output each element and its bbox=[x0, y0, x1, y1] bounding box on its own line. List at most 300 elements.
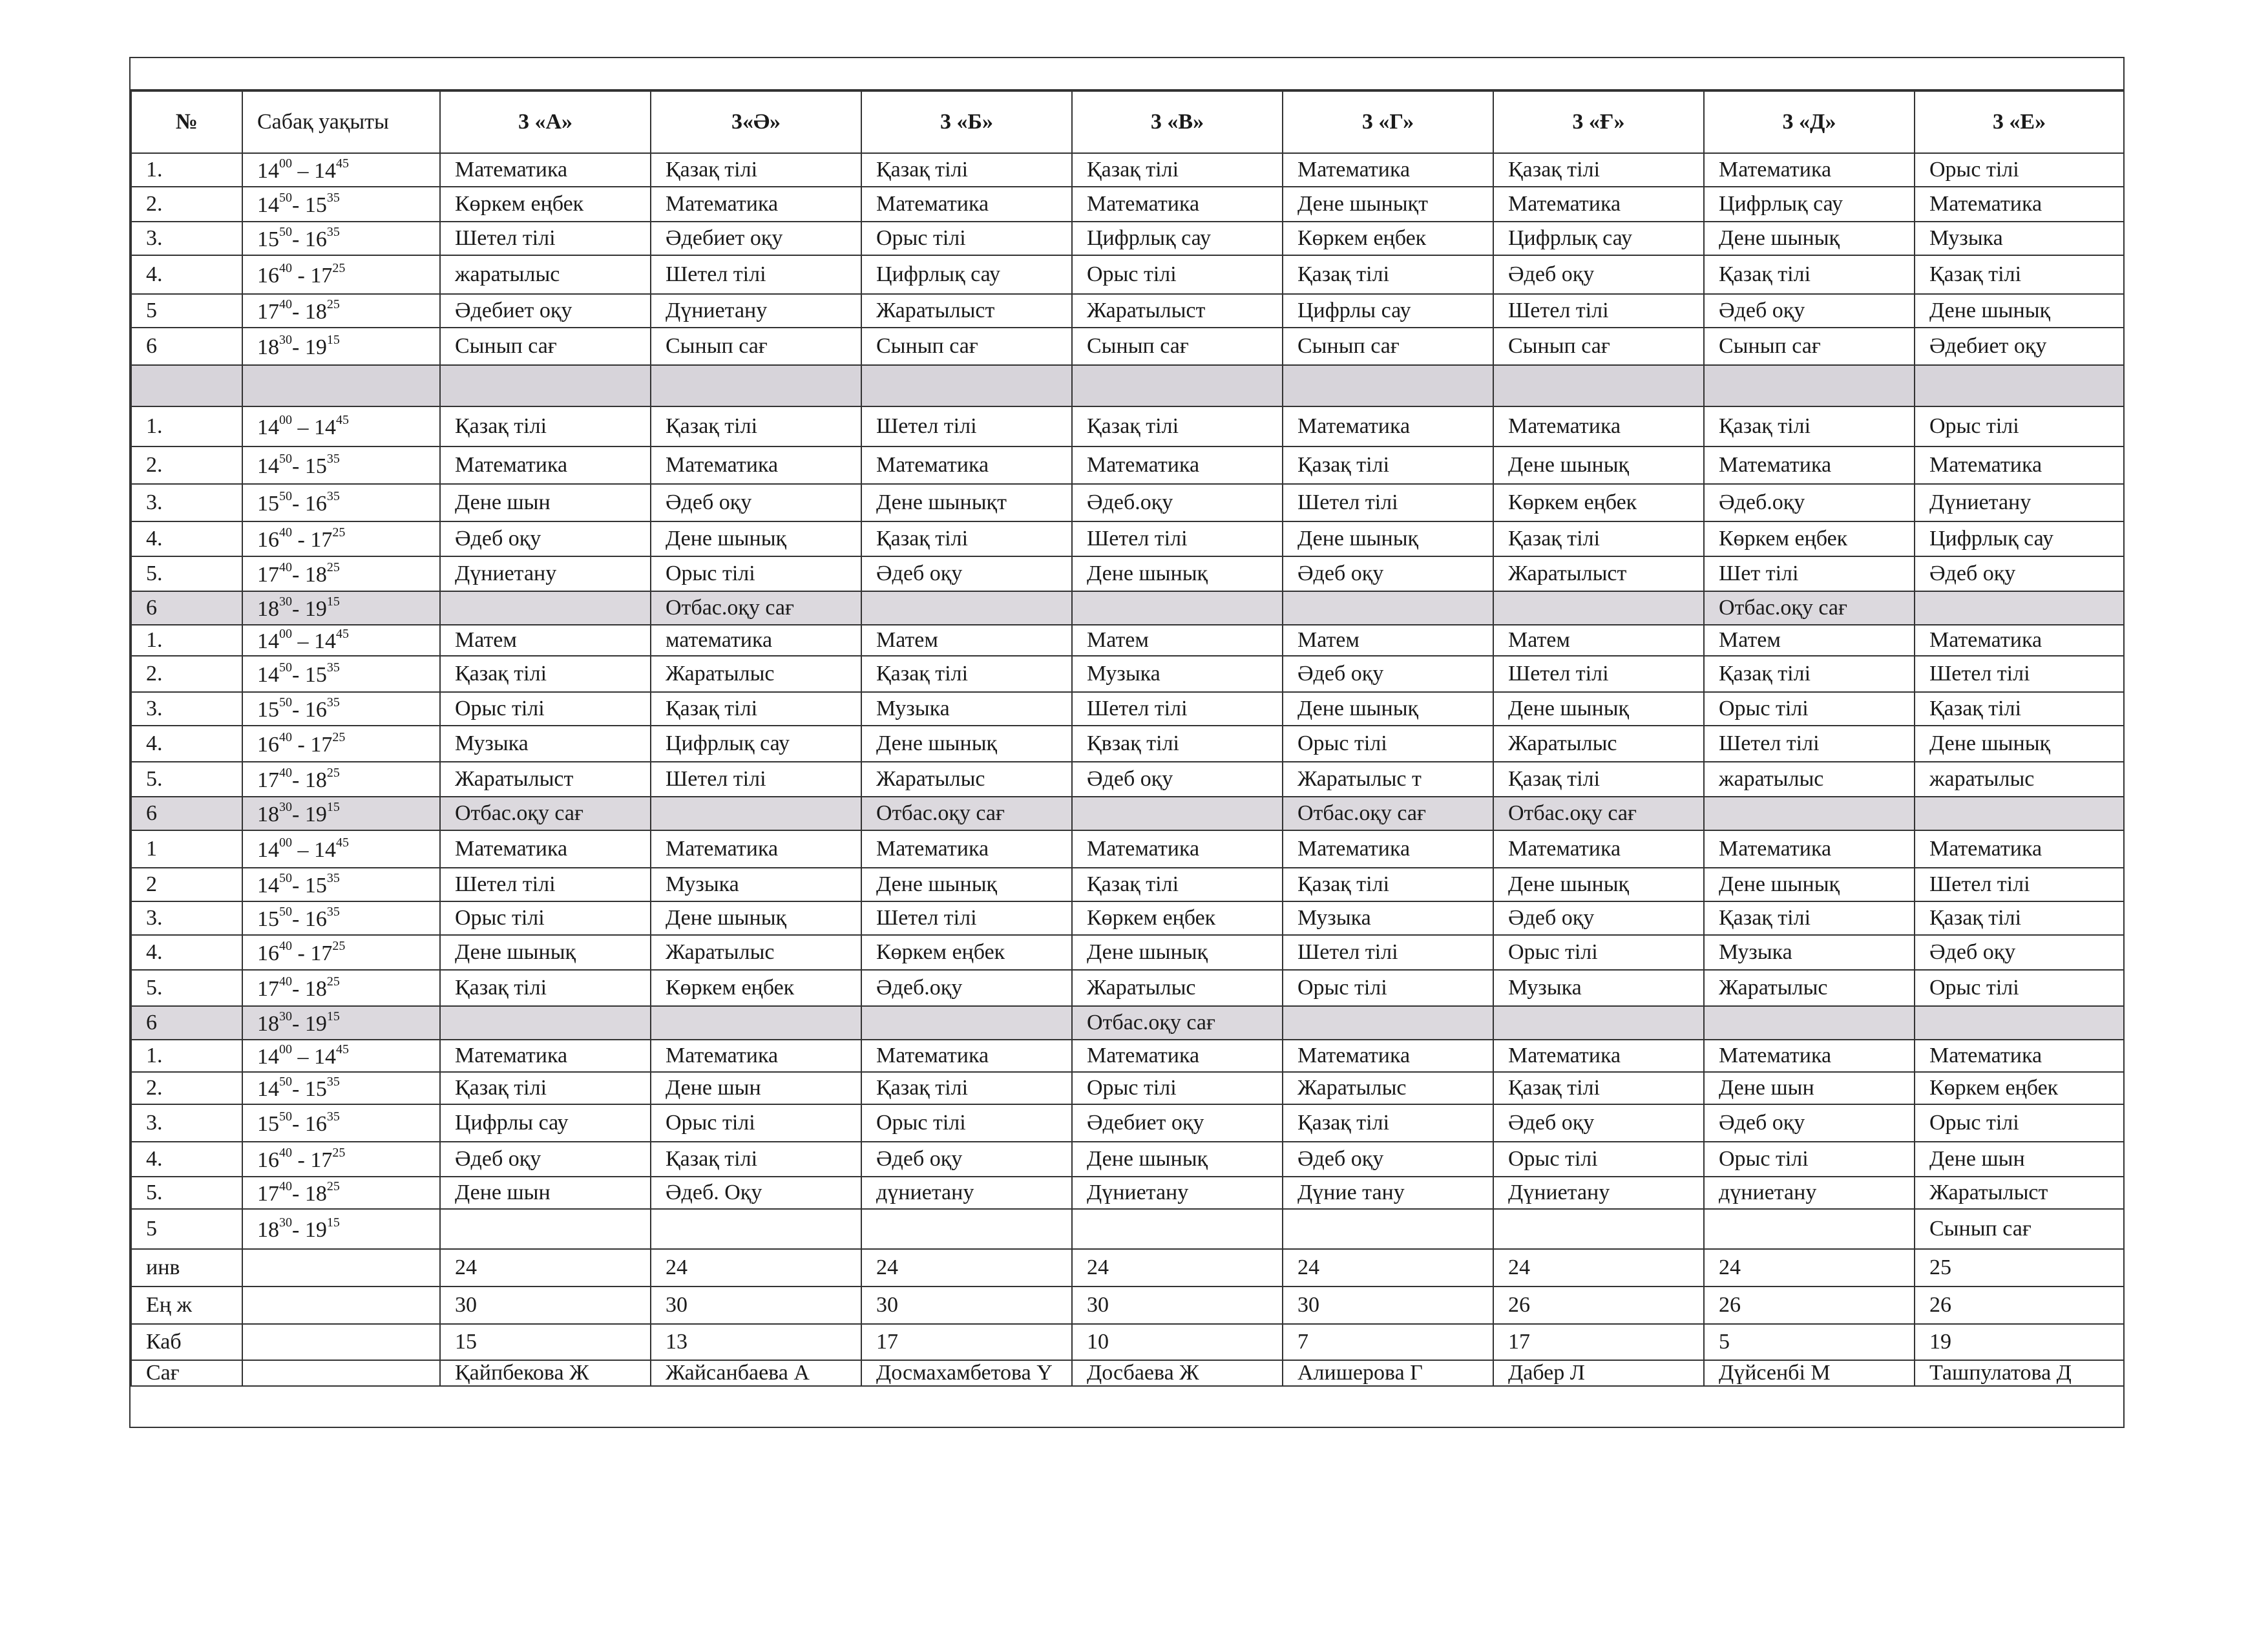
lesson-row bbox=[131, 868, 2124, 901]
lesson-number: 1. bbox=[131, 406, 242, 446]
subject-cell bbox=[1072, 797, 1283, 830]
time-start-hour: 17 bbox=[257, 1182, 279, 1206]
subject-cell: Көркем еңбек bbox=[861, 935, 1072, 970]
time-start-hour: 14 bbox=[257, 663, 279, 687]
lesson-time bbox=[242, 153, 440, 187]
subject-cell: Қазақ тілі bbox=[1493, 521, 1704, 556]
subject-cell: Әдеб оқу bbox=[1283, 656, 1493, 692]
lesson-time bbox=[242, 692, 440, 726]
lesson-time bbox=[242, 625, 440, 656]
lesson-row bbox=[131, 406, 2124, 446]
time-end-hour: 17 bbox=[310, 528, 333, 552]
lesson-number: 5. bbox=[131, 556, 242, 591]
time-start-hour: 18 bbox=[257, 1218, 279, 1242]
lesson-time bbox=[242, 1072, 440, 1104]
lesson-number: 1. bbox=[131, 1040, 242, 1072]
subject-cell: Қазақ тілі bbox=[1704, 656, 1915, 692]
subject-cell: Математика bbox=[1915, 830, 2124, 868]
lesson-row bbox=[131, 222, 2124, 255]
time-separator: - bbox=[292, 1077, 305, 1101]
time-start-minute: 50 bbox=[279, 660, 292, 675]
subject-cell: Қазақ тілі bbox=[1915, 901, 2124, 935]
subject-cell: Дене шынық bbox=[1704, 868, 1915, 901]
subject-cell: Әдеб оқу bbox=[1704, 294, 1915, 328]
subject-cell: Математика bbox=[1915, 1040, 2124, 1072]
time-start-minute: 00 bbox=[279, 1042, 292, 1056]
subject-cell bbox=[1072, 1209, 1283, 1249]
time-end-hour: 16 bbox=[304, 227, 327, 251]
subject-cell: Дене шынық bbox=[651, 901, 861, 935]
subject-cell bbox=[1915, 797, 2124, 830]
subject-cell: Әдебиет оқу bbox=[651, 222, 861, 255]
lesson-time bbox=[242, 970, 440, 1006]
time-separator: - bbox=[292, 907, 305, 931]
time-separator: – bbox=[292, 415, 314, 439]
lesson-row bbox=[131, 1040, 2124, 1072]
teacher-name: Досбаева Ж bbox=[1072, 1360, 1283, 1386]
summary-blank bbox=[242, 1324, 440, 1360]
header-num: № bbox=[131, 91, 242, 153]
lesson-row bbox=[131, 726, 2124, 762]
header-class: 3 «Г» bbox=[1283, 91, 1493, 153]
subject-cell: Музыка bbox=[1493, 970, 1704, 1006]
lesson-number: 2. bbox=[131, 1072, 242, 1104]
subject-cell: Қазақ тілі bbox=[1493, 153, 1704, 187]
subject-cell: Жаратылыс bbox=[651, 935, 861, 970]
time-end-hour: 19 bbox=[304, 1218, 327, 1242]
time-start-minute: 30 bbox=[279, 800, 292, 814]
summary-value: 26 bbox=[1493, 1287, 1704, 1324]
time-end-minute: 15 bbox=[326, 333, 340, 347]
subject-cell: Көркем еңбек bbox=[651, 970, 861, 1006]
subject-cell: Орыс тілі bbox=[1493, 935, 1704, 970]
subject-cell: Математика bbox=[1283, 830, 1493, 868]
subject-cell: Музыка bbox=[1072, 656, 1283, 692]
time-end-hour: 15 bbox=[304, 874, 327, 898]
lesson-time bbox=[242, 726, 440, 762]
subject-cell: Жаратылыст bbox=[1072, 294, 1283, 328]
time-separator: – bbox=[292, 1045, 314, 1069]
time-start-minute: 40 bbox=[279, 1146, 292, 1160]
lesson-number: 6 bbox=[131, 797, 242, 830]
time-start-hour: 18 bbox=[257, 803, 279, 826]
time-start-minute: 40 bbox=[279, 261, 292, 275]
subject-cell: Қазақ тілі bbox=[861, 521, 1072, 556]
subject-cell: Жаратылыс т bbox=[1283, 762, 1493, 797]
subject-cell: Сынып сағ bbox=[1493, 328, 1704, 365]
summary-value: 24 bbox=[1493, 1249, 1704, 1287]
subject-cell: Дене шынық bbox=[1072, 556, 1283, 591]
time-separator: – bbox=[292, 838, 314, 862]
lesson-number: 6 bbox=[131, 1006, 242, 1040]
time-start-minute: 30 bbox=[279, 1215, 292, 1230]
subject-cell: Дүние тану bbox=[1283, 1177, 1493, 1209]
time-separator: - bbox=[292, 300, 305, 324]
subject-cell: Орыс тілі bbox=[440, 901, 651, 935]
time-end-hour: 14 bbox=[314, 838, 336, 862]
lesson-time bbox=[242, 1104, 440, 1142]
time-start-hour: 17 bbox=[257, 977, 279, 1001]
subject-cell: Цифрлық сау bbox=[1072, 222, 1283, 255]
time-end-hour: 19 bbox=[304, 1012, 327, 1036]
subject-cell: Орыс тілі bbox=[1072, 1072, 1283, 1104]
summary-value: 24 bbox=[1072, 1249, 1283, 1287]
lesson-number: 4. bbox=[131, 521, 242, 556]
subject-cell: Цифрлық сау bbox=[1915, 521, 2124, 556]
subject-cell: Әдеб оқу bbox=[440, 1142, 651, 1177]
summary-value: 26 bbox=[1704, 1287, 1915, 1324]
subject-cell: Сынып сағ bbox=[440, 328, 651, 365]
time-end-hour: 15 bbox=[304, 193, 327, 217]
time-start-hour: 16 bbox=[257, 528, 279, 552]
lesson-time bbox=[242, 935, 440, 970]
lesson-time bbox=[242, 797, 440, 830]
time-end-hour: 18 bbox=[304, 977, 327, 1001]
lesson-number: 3. bbox=[131, 222, 242, 255]
time-end-minute: 25 bbox=[326, 560, 340, 574]
time-end-hour: 17 bbox=[310, 264, 333, 288]
time-start-hour: 17 bbox=[257, 563, 279, 587]
lesson-time bbox=[242, 1177, 440, 1209]
separator-cell bbox=[861, 365, 1072, 406]
lesson-time bbox=[242, 591, 440, 625]
time-end-minute: 15 bbox=[326, 1215, 340, 1230]
summary-value: 30 bbox=[440, 1287, 651, 1324]
subject-cell: Математика bbox=[1915, 446, 2124, 484]
time-start-minute: 40 bbox=[279, 766, 292, 780]
lesson-row bbox=[131, 970, 2124, 1006]
subject-cell: Сынып сағ bbox=[1283, 328, 1493, 365]
teacher-name: Дабер Л bbox=[1493, 1360, 1704, 1386]
subject-cell: Сынып сағ bbox=[861, 328, 1072, 365]
lesson-number: 6 bbox=[131, 591, 242, 625]
subject-cell: Сынып сағ bbox=[1915, 1209, 2124, 1249]
subject-cell: Қазақ тілі bbox=[1915, 255, 2124, 294]
lesson-time bbox=[242, 1006, 440, 1040]
time-start-minute: 40 bbox=[279, 939, 292, 953]
separator-cell bbox=[651, 365, 861, 406]
subject-cell: Музыка bbox=[1915, 222, 2124, 255]
teacher-name: Дүйсенбі М bbox=[1704, 1360, 1915, 1386]
subject-cell bbox=[651, 1006, 861, 1040]
time-separator: – bbox=[292, 629, 314, 653]
subject-cell: Шетел тілі bbox=[440, 222, 651, 255]
time-start-minute: 40 bbox=[279, 297, 292, 311]
subject-cell: Әдеб оқу bbox=[861, 556, 1072, 591]
subject-cell: Әдеб оқу bbox=[1072, 762, 1283, 797]
subject-cell: Орыс тілі bbox=[1493, 1142, 1704, 1177]
lesson-number: 5. bbox=[131, 762, 242, 797]
time-start-hour: 14 bbox=[257, 193, 279, 217]
subject-cell bbox=[440, 591, 651, 625]
subject-cell: Математика bbox=[651, 830, 861, 868]
subject-cell: Математика bbox=[861, 1040, 1072, 1072]
header-class: 3 «Д» bbox=[1704, 91, 1915, 153]
subject-cell: Дене шынық bbox=[861, 868, 1072, 901]
time-end-minute: 35 bbox=[326, 225, 340, 239]
subject-cell: Әдеб оқу bbox=[1493, 255, 1704, 294]
subject-cell: Математика bbox=[1072, 1040, 1283, 1072]
lesson-time bbox=[242, 446, 440, 484]
subject-cell: Шетел тілі bbox=[1072, 692, 1283, 726]
lesson-row bbox=[131, 591, 2124, 625]
lesson-number: 4. bbox=[131, 1142, 242, 1177]
time-separator: - bbox=[292, 1218, 305, 1242]
separator-cell bbox=[1915, 365, 2124, 406]
lesson-time bbox=[242, 484, 440, 521]
time-separator: - bbox=[292, 492, 305, 516]
subject-cell bbox=[1704, 1006, 1915, 1040]
lesson-number: 1. bbox=[131, 625, 242, 656]
subject-cell: Дене шынық bbox=[1283, 521, 1493, 556]
subject-cell bbox=[440, 1209, 651, 1249]
subject-cell: Дүниетану bbox=[651, 294, 861, 328]
time-separator: - bbox=[292, 663, 305, 687]
time-start-hour: 16 bbox=[257, 1148, 279, 1172]
subject-cell: Жаратылыс bbox=[651, 656, 861, 692]
subject-cell: Жаратылыст bbox=[440, 762, 651, 797]
time-start-minute: 00 bbox=[279, 156, 292, 171]
subject-cell: Орыс тілі bbox=[1072, 255, 1283, 294]
subject-cell: Шет тілі bbox=[1704, 556, 1915, 591]
header-class: 3 «Ғ» bbox=[1493, 91, 1704, 153]
lesson-number: 3. bbox=[131, 484, 242, 521]
subject-cell: Музыка bbox=[440, 726, 651, 762]
subject-cell: Математика bbox=[1493, 830, 1704, 868]
subject-cell: Қазақ тілі bbox=[1283, 446, 1493, 484]
time-separator: - bbox=[292, 733, 311, 757]
time-end-hour: 17 bbox=[310, 941, 333, 965]
subject-cell: Математика bbox=[861, 446, 1072, 484]
summary-value: 24 bbox=[1283, 1249, 1493, 1287]
time-separator: - bbox=[292, 528, 311, 552]
subject-cell bbox=[861, 591, 1072, 625]
lesson-time bbox=[242, 1040, 440, 1072]
summary-value: 24 bbox=[651, 1249, 861, 1287]
subject-cell: Дене шынық bbox=[1493, 692, 1704, 726]
time-end-hour: 19 bbox=[304, 597, 327, 621]
subject-cell: Дене шын bbox=[440, 484, 651, 521]
lesson-row bbox=[131, 1209, 2124, 1249]
time-end-minute: 35 bbox=[326, 871, 340, 885]
subject-cell bbox=[1283, 1209, 1493, 1249]
lesson-number: 3. bbox=[131, 692, 242, 726]
subject-cell bbox=[1493, 1209, 1704, 1249]
summary-value: 24 bbox=[1704, 1249, 1915, 1287]
summary-blank bbox=[242, 1287, 440, 1324]
summary-value: 30 bbox=[1072, 1287, 1283, 1324]
subject-cell: Цифрлық сау bbox=[1493, 222, 1704, 255]
time-end-minute: 45 bbox=[336, 413, 349, 427]
subject-cell: Математика bbox=[651, 187, 861, 222]
subject-cell: Дене шын bbox=[1915, 1142, 2124, 1177]
subject-cell: Математика bbox=[1493, 1040, 1704, 1072]
subject-cell: Цифрлық сау bbox=[651, 726, 861, 762]
subject-cell: жаратылыс bbox=[1704, 762, 1915, 797]
subject-cell: Математика bbox=[1283, 406, 1493, 446]
subject-cell: Жаратылыс bbox=[861, 762, 1072, 797]
lesson-row bbox=[131, 901, 2124, 935]
time-separator: - bbox=[292, 597, 305, 621]
lesson-row bbox=[131, 328, 2124, 365]
time-start-minute: 40 bbox=[279, 1179, 292, 1193]
subject-cell: Қазақ тілі bbox=[861, 153, 1072, 187]
time-end-hour: 16 bbox=[304, 492, 327, 516]
header-time: Сабақ уақыты bbox=[242, 91, 440, 153]
time-end-minute: 35 bbox=[326, 191, 340, 205]
time-start-hour: 14 bbox=[257, 838, 279, 862]
subject-cell: Дене шынық bbox=[1915, 726, 2124, 762]
time-separator: - bbox=[292, 227, 305, 251]
time-separator: - bbox=[292, 803, 305, 826]
subject-cell: Математика bbox=[1072, 187, 1283, 222]
subject-cell: Әдеб.оқу bbox=[1072, 484, 1283, 521]
time-end-hour: 14 bbox=[314, 159, 336, 183]
time-start-hour: 15 bbox=[257, 492, 279, 516]
lesson-row bbox=[131, 1006, 2124, 1040]
subject-cell bbox=[1493, 1006, 1704, 1040]
time-separator: - bbox=[292, 1148, 311, 1172]
subject-cell bbox=[1072, 591, 1283, 625]
time-end-minute: 45 bbox=[336, 835, 349, 850]
subject-cell: Қазақ тілі bbox=[1072, 868, 1283, 901]
lesson-time bbox=[242, 901, 440, 935]
subject-cell: Музыка bbox=[861, 692, 1072, 726]
subject-cell: Дене шын bbox=[651, 1072, 861, 1104]
subject-cell: Музыка bbox=[1704, 935, 1915, 970]
header-class: 3 «Б» bbox=[861, 91, 1072, 153]
subject-cell: Дене шын bbox=[440, 1177, 651, 1209]
time-start-hour: 16 bbox=[257, 733, 279, 757]
subject-cell: Отбас.оқу сағ bbox=[1072, 1006, 1283, 1040]
time-start-minute: 30 bbox=[279, 594, 292, 609]
subject-cell: Математика bbox=[861, 187, 1072, 222]
time-start-hour: 16 bbox=[257, 941, 279, 965]
lesson-number: 5 bbox=[131, 1209, 242, 1249]
lesson-row bbox=[131, 556, 2124, 591]
time-start-hour: 17 bbox=[257, 768, 279, 792]
subject-cell: Математика bbox=[1493, 406, 1704, 446]
subject-cell: Орыс тілі bbox=[1915, 153, 2124, 187]
subject-cell: Математика bbox=[1072, 446, 1283, 484]
subject-cell: Жаратылыст bbox=[1915, 1177, 2124, 1209]
time-separator: - bbox=[292, 977, 305, 1001]
time-end-hour: 18 bbox=[304, 300, 327, 324]
subject-cell: Музыка bbox=[651, 868, 861, 901]
time-separator: - bbox=[292, 1112, 305, 1136]
separator-cell bbox=[131, 365, 242, 406]
subject-cell: Жаратылыс bbox=[1704, 970, 1915, 1006]
time-start-minute: 50 bbox=[279, 905, 292, 919]
time-start-minute: 00 bbox=[279, 627, 292, 641]
time-end-minute: 25 bbox=[332, 525, 346, 540]
subject-cell: Әдеб оқу bbox=[1704, 1104, 1915, 1142]
summary-row bbox=[131, 1360, 2124, 1386]
lesson-number: 1. bbox=[131, 153, 242, 187]
time-end-minute: 15 bbox=[326, 594, 340, 609]
subject-cell: Дүниетану bbox=[1915, 484, 2124, 521]
subject-cell: Математика bbox=[1704, 1040, 1915, 1072]
subject-cell: Қазақ тілі bbox=[651, 153, 861, 187]
time-separator: - bbox=[292, 941, 311, 965]
section-separator-row bbox=[131, 365, 2124, 406]
time-start-minute: 50 bbox=[279, 489, 292, 503]
subject-cell: Матем bbox=[1072, 625, 1283, 656]
time-start-hour: 17 bbox=[257, 300, 279, 324]
separator-cell bbox=[242, 365, 440, 406]
summary-row bbox=[131, 1324, 2124, 1360]
summary-value: 19 bbox=[1915, 1324, 2124, 1360]
subject-cell: Жаратылыс bbox=[1283, 1072, 1493, 1104]
time-separator: - bbox=[292, 193, 305, 217]
separator-cell bbox=[1072, 365, 1283, 406]
header-class: 3«Ә» bbox=[651, 91, 861, 153]
subject-cell: Отбас.оқу сағ bbox=[1283, 797, 1493, 830]
time-start-hour: 15 bbox=[257, 698, 279, 722]
subject-cell: Дене шынық bbox=[1704, 222, 1915, 255]
subject-cell: Көркем еңбек bbox=[1915, 1072, 2124, 1104]
subject-cell: Цифрлы сау bbox=[1283, 294, 1493, 328]
subject-cell: Матем bbox=[440, 625, 651, 656]
time-start-hour: 18 bbox=[257, 597, 279, 621]
lesson-row bbox=[131, 446, 2124, 484]
time-start-hour: 14 bbox=[257, 415, 279, 439]
subject-cell: Математика bbox=[1704, 446, 1915, 484]
subject-cell: Математика bbox=[651, 1040, 861, 1072]
lesson-row bbox=[131, 521, 2124, 556]
time-start-minute: 50 bbox=[279, 695, 292, 709]
lesson-row bbox=[131, 656, 2124, 692]
lesson-row bbox=[131, 255, 2124, 294]
subject-cell: Математика bbox=[1493, 187, 1704, 222]
time-end-hour: 18 bbox=[304, 563, 327, 587]
subject-cell: Шетел тілі bbox=[651, 255, 861, 294]
time-end-hour: 18 bbox=[304, 768, 327, 792]
lesson-row bbox=[131, 1177, 2124, 1209]
subject-cell: Шетел тілі bbox=[651, 762, 861, 797]
time-start-minute: 40 bbox=[279, 730, 292, 744]
lesson-number: 4. bbox=[131, 726, 242, 762]
lesson-number: 2. bbox=[131, 656, 242, 692]
lesson-row bbox=[131, 1072, 2124, 1104]
subject-cell: Дене шынықт bbox=[1283, 187, 1493, 222]
subject-cell: Орыс тілі bbox=[440, 692, 651, 726]
subject-cell: Математика bbox=[1283, 153, 1493, 187]
subject-cell: Математика bbox=[1915, 625, 2124, 656]
time-start-hour: 14 bbox=[257, 1045, 279, 1069]
header-row bbox=[131, 91, 2124, 153]
subject-cell: Әдеб.оқу bbox=[861, 970, 1072, 1006]
lesson-number: 5. bbox=[131, 1177, 242, 1209]
subject-cell: Шетел тілі bbox=[1283, 484, 1493, 521]
subject-cell: математика bbox=[651, 625, 861, 656]
lesson-row bbox=[131, 692, 2124, 726]
subject-cell: Математика bbox=[1283, 1040, 1493, 1072]
summary-value: 30 bbox=[1283, 1287, 1493, 1324]
subject-cell: Қазақ тілі bbox=[1283, 1104, 1493, 1142]
subject-cell: Математика bbox=[1915, 187, 2124, 222]
teacher-name: Досмахамбетова Ү bbox=[861, 1360, 1072, 1386]
lesson-number: 2. bbox=[131, 446, 242, 484]
subject-cell: Музыка bbox=[1283, 901, 1493, 935]
subject-cell: Орыс тілі bbox=[651, 556, 861, 591]
time-end-hour: 14 bbox=[314, 415, 336, 439]
separator-cell bbox=[1283, 365, 1493, 406]
subject-cell: Орыс тілі bbox=[1283, 970, 1493, 1006]
summary-value: 7 bbox=[1283, 1324, 1493, 1360]
lesson-row bbox=[131, 625, 2124, 656]
subject-cell: Отбас.оқу сағ bbox=[1704, 591, 1915, 625]
